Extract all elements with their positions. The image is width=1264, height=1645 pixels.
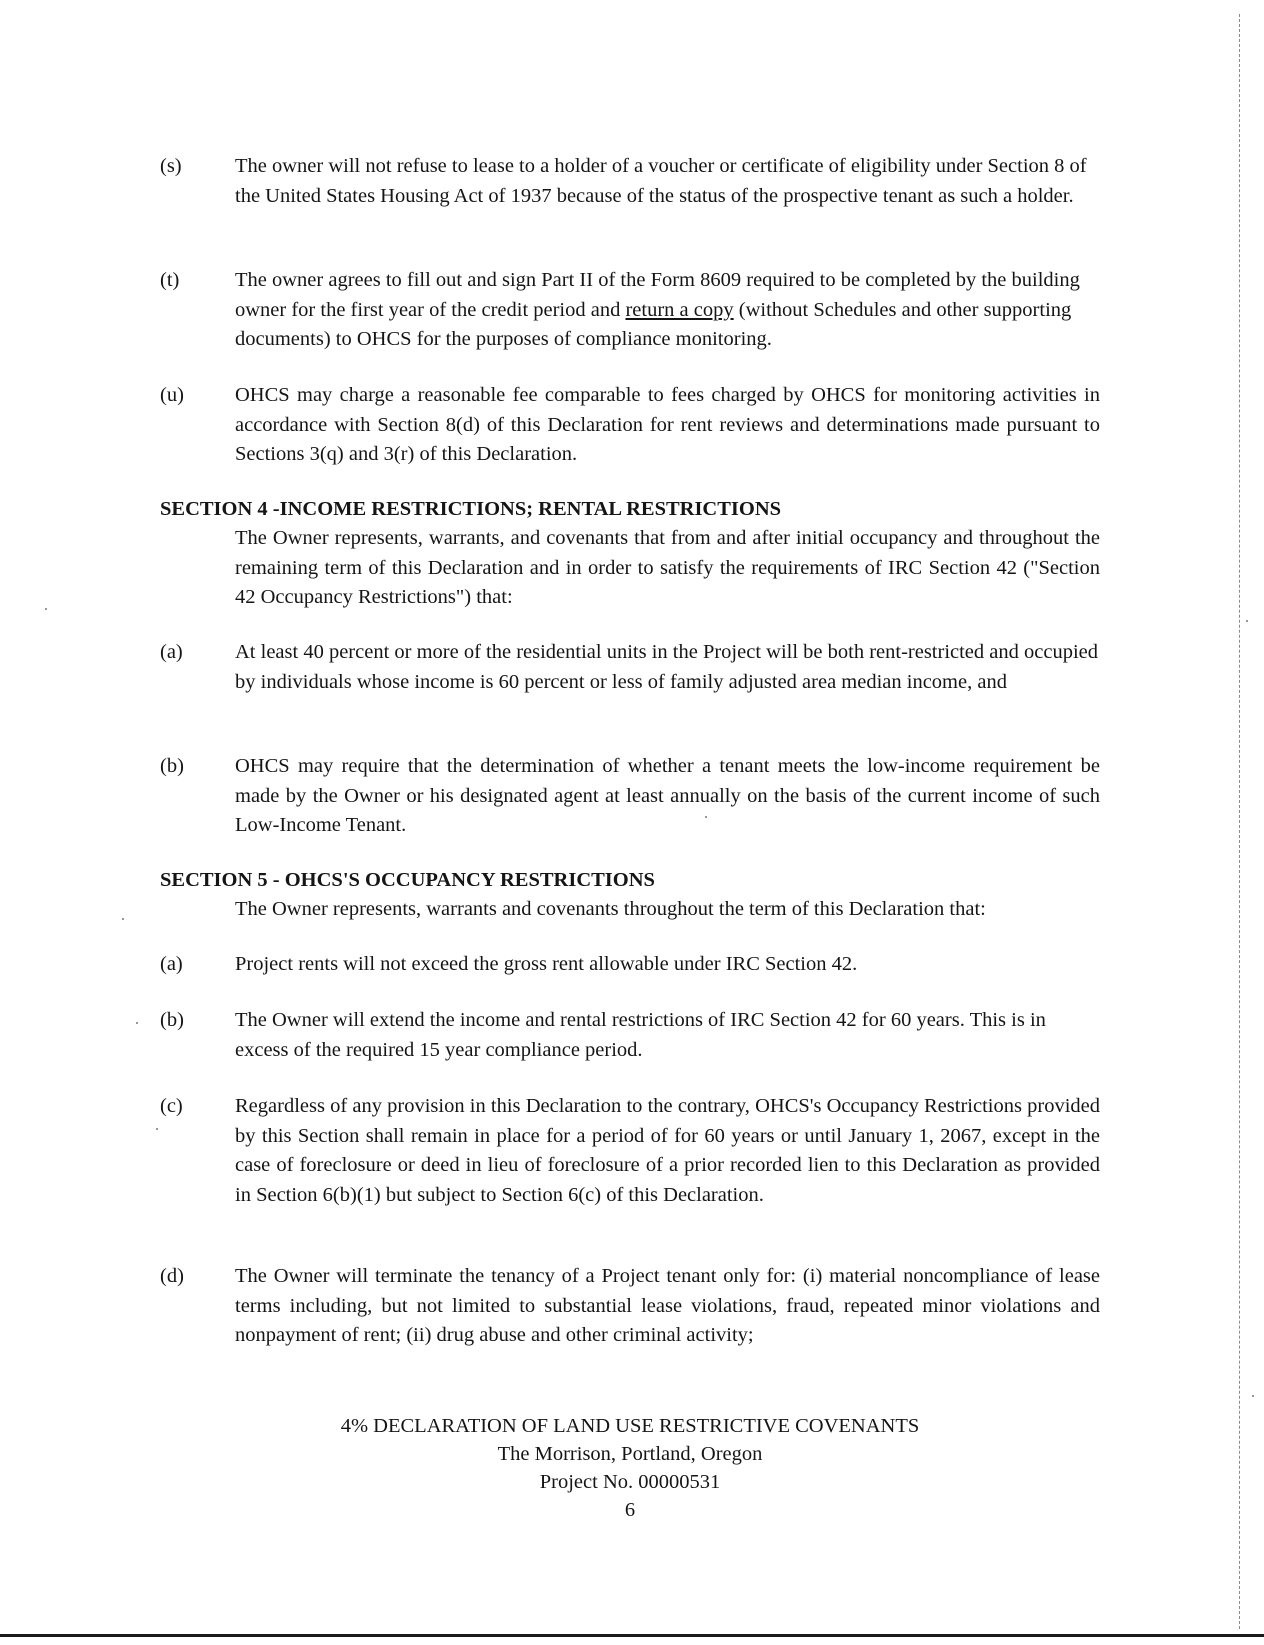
scan-edge-right — [1239, 14, 1240, 1629]
clause-text-part: The owner agrees to fill out and sign Part II of the Form 8609 required to be completed by the building owner for the first year of the credit period and — [235, 269, 1080, 321]
section-4-heading: SECTION 4 -INCOME RESTRICTIONS; RENTAL RESTRICTIONS — [160, 498, 782, 520]
clause-text-underlined: return a copy — [625, 298, 734, 321]
clause-s — [160, 152, 1100, 211]
scan-speck — [122, 918, 124, 920]
section-5-clause-b — [160, 1006, 1100, 1065]
clause-text: Regardless of any provision in this Declaration to the contrary, OHCS's Occupancy Restrictions provided by this Section shall remain in place for a period of for 60 years or until January 1, 2067, except in the case of foreclosure or deed in lieu of foreclosure of a prior recorded lien to this Declaration as provided in Section 6(b)(1) but subject to Section 6(c) of this Declaration. — [235, 1095, 1100, 1206]
section-5-clause-c — [160, 1092, 1100, 1210]
clause-text: At least 40 percent or more of the residential units in the Project will be both rent-restricted and occupied by individuals whose income is 60 percent or less of family adjusted area median income, and — [235, 641, 1099, 693]
clause-text: The Owner will terminate the tenancy of a Project tenant only for: (i) material noncompliance of lease terms including, but not limited to substantial lease violations, fraud, repeated minor violations and nonpayment of rent; (ii) drug abuse and other criminal activity; — [235, 1265, 1100, 1346]
scan-speck — [136, 1022, 138, 1024]
section-5-heading: SECTION 5 - OHCS'S OCCUPANCY RESTRICTIONS — [160, 869, 655, 891]
clause-text: The Owner will extend the income and rental restrictions of IRC Section 42 for 60 years. This is in excess of the required 15 year compliance period. — [235, 1009, 1046, 1061]
section-4-clause-a — [160, 638, 1100, 697]
clause-t — [160, 266, 1100, 355]
section-5-clause-a — [160, 950, 1100, 980]
footer-title: 4% DECLARATION OF LAND USE RESTRICTIVE COVENANTS — [340, 1415, 920, 1437]
clause-text-part: (without Schedules and other supporting documents) to OHCS for the purposes of compliance monitoring. — [235, 298, 1072, 350]
clause-label: (c) — [160, 1095, 183, 1117]
clause-u — [160, 381, 1100, 470]
footer-project-number: Project No. 00000531 — [539, 1471, 721, 1493]
clause-label: (d) — [160, 1265, 184, 1287]
scan-edge-bottom — [0, 1634, 1264, 1637]
scan-speck — [1246, 620, 1248, 622]
clause-label: (a) — [160, 953, 183, 975]
section-4-clause-b — [160, 752, 1100, 841]
clause-text: The owner will not refuse to lease to a holder of a voucher or certificate of eligibility under Section 8 of the United States Housing Act of 1937 because of the status of the prospective tenant as such a holder. — [235, 155, 1087, 207]
page-footer — [160, 1412, 1100, 1524]
clause-text: OHCS may require that the determination of whether a tenant meets the low-income requirement be made by the Owner or his designated agent at least annually on the basis of the current income of such Low-Income Tenant. — [235, 755, 1100, 836]
clause-label: (b) — [160, 755, 184, 777]
clause-label: (b) — [160, 1009, 184, 1031]
section-5-clause-d — [160, 1262, 1100, 1351]
section-5-intro: The Owner represents, warrants and covenants throughout the term of this Declaration that: — [235, 898, 986, 920]
clause-text: OHCS may charge a reasonable fee comparable to fees charged by OHCS for monitoring activities in accordance with Section 8(d) of this Declaration for rent reviews and determinations made pursuant to Sections 3(q) and 3(r) of this Declaration. — [235, 384, 1100, 465]
section-4-intro: The Owner represents, warrants, and covenants that from and after initial occupancy and throughout the remaining term of this Declaration and in order to satisfy the requirements of IRC Section 42 ("Section 42 Occupancy Restrictions") that: — [235, 527, 1100, 608]
scan-speck — [45, 608, 47, 610]
clause-label: (s) — [160, 155, 182, 177]
clause-text: Project rents will not exceed the gross rent allowable under IRC Section 42. — [235, 953, 858, 975]
clause-text — [235, 266, 1100, 355]
clause-label: (u) — [160, 384, 184, 406]
footer-project-name: The Morrison, Portland, Oregon — [497, 1443, 763, 1465]
clause-label: (t) — [160, 269, 180, 291]
scan-speck — [1252, 1395, 1254, 1397]
page-number: 6 — [624, 1499, 636, 1521]
scan-speck — [156, 1128, 158, 1130]
clause-label: (a) — [160, 641, 183, 663]
